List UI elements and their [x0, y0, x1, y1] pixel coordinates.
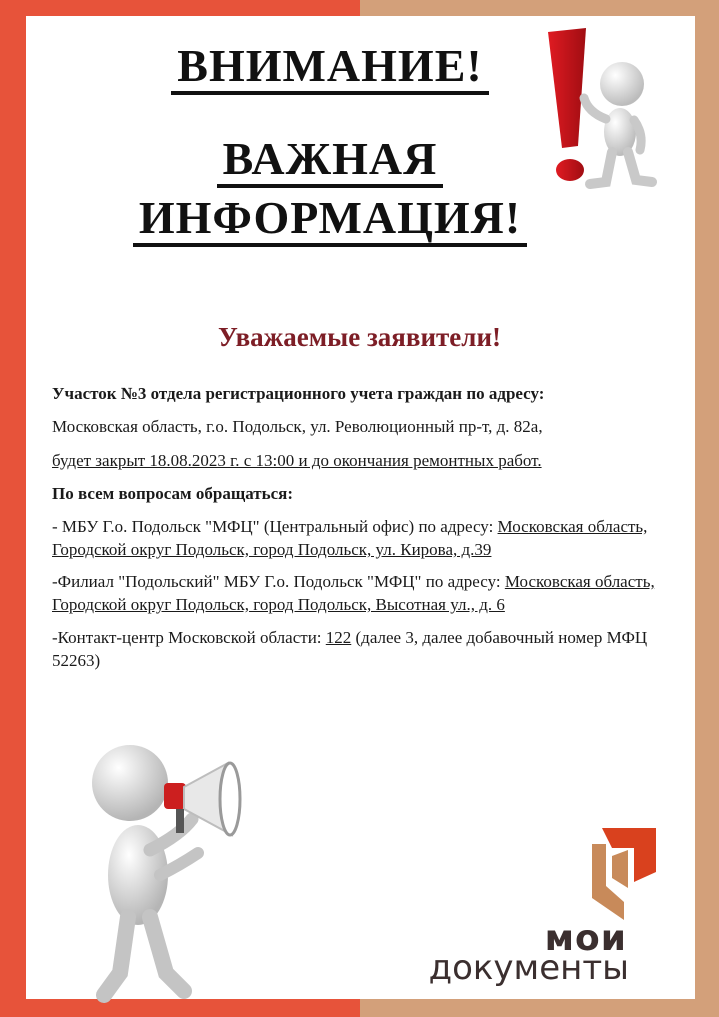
exclamation-figure-icon [540, 24, 670, 194]
logo-text-moi: мои [544, 918, 627, 959]
contact-item-label: -Контакт-центр Московской области: [52, 628, 326, 647]
contact-item-address: Московская область, Городской округ Подольск, город Подольск, ул. Кирова, д.39 [52, 517, 648, 559]
contact-item-phone: 122 [325, 628, 352, 647]
contact-item-note: (далее 3, далее добавочный номер МФЦ 52263) [52, 628, 648, 670]
contact-item-label: -Филиал "Подольский" МБУ Г.о. Подольск "МФЦ" по адресу: [52, 572, 505, 591]
title-important: ВАЖНАЯ [0, 133, 690, 185]
contact-item-central-office [52, 515, 672, 561]
title-information: ИНФОРМАЦИЯ! [0, 192, 690, 244]
notice-intro: Участок №3 отдела регистрационного учета граждан по адресу: [52, 384, 545, 403]
greeting-heading: Уважаемые заявители! [218, 322, 501, 352]
notice-closure: будет закрыт 18.08.2023 г. с 13:00 и до окончания ремонтных работ. [52, 451, 542, 470]
notice-address: Московская область, г.о. Подольск, ул. Революционный пр-т, д. 82а, [52, 417, 543, 436]
contact-item-branch [52, 570, 672, 616]
moi-dokumenty-logo-icon [592, 828, 656, 920]
contact-item-address: Московская область, Городской округ Подольск, город Подольск, Высотная ул., д. 6 [52, 572, 655, 614]
logo-text-dokumenty: документы [428, 948, 629, 988]
contact-item-call-center [52, 626, 672, 672]
contacts-heading: По всем вопросам обращаться: [52, 484, 293, 503]
megaphone-figure-icon [80, 735, 260, 1005]
contact-item-label: - МБУ Г.о. Подольск "МФЦ" (Центральный офис) по адресу: [52, 517, 498, 536]
title-attention: ВНИМАНИЕ! [0, 40, 690, 92]
